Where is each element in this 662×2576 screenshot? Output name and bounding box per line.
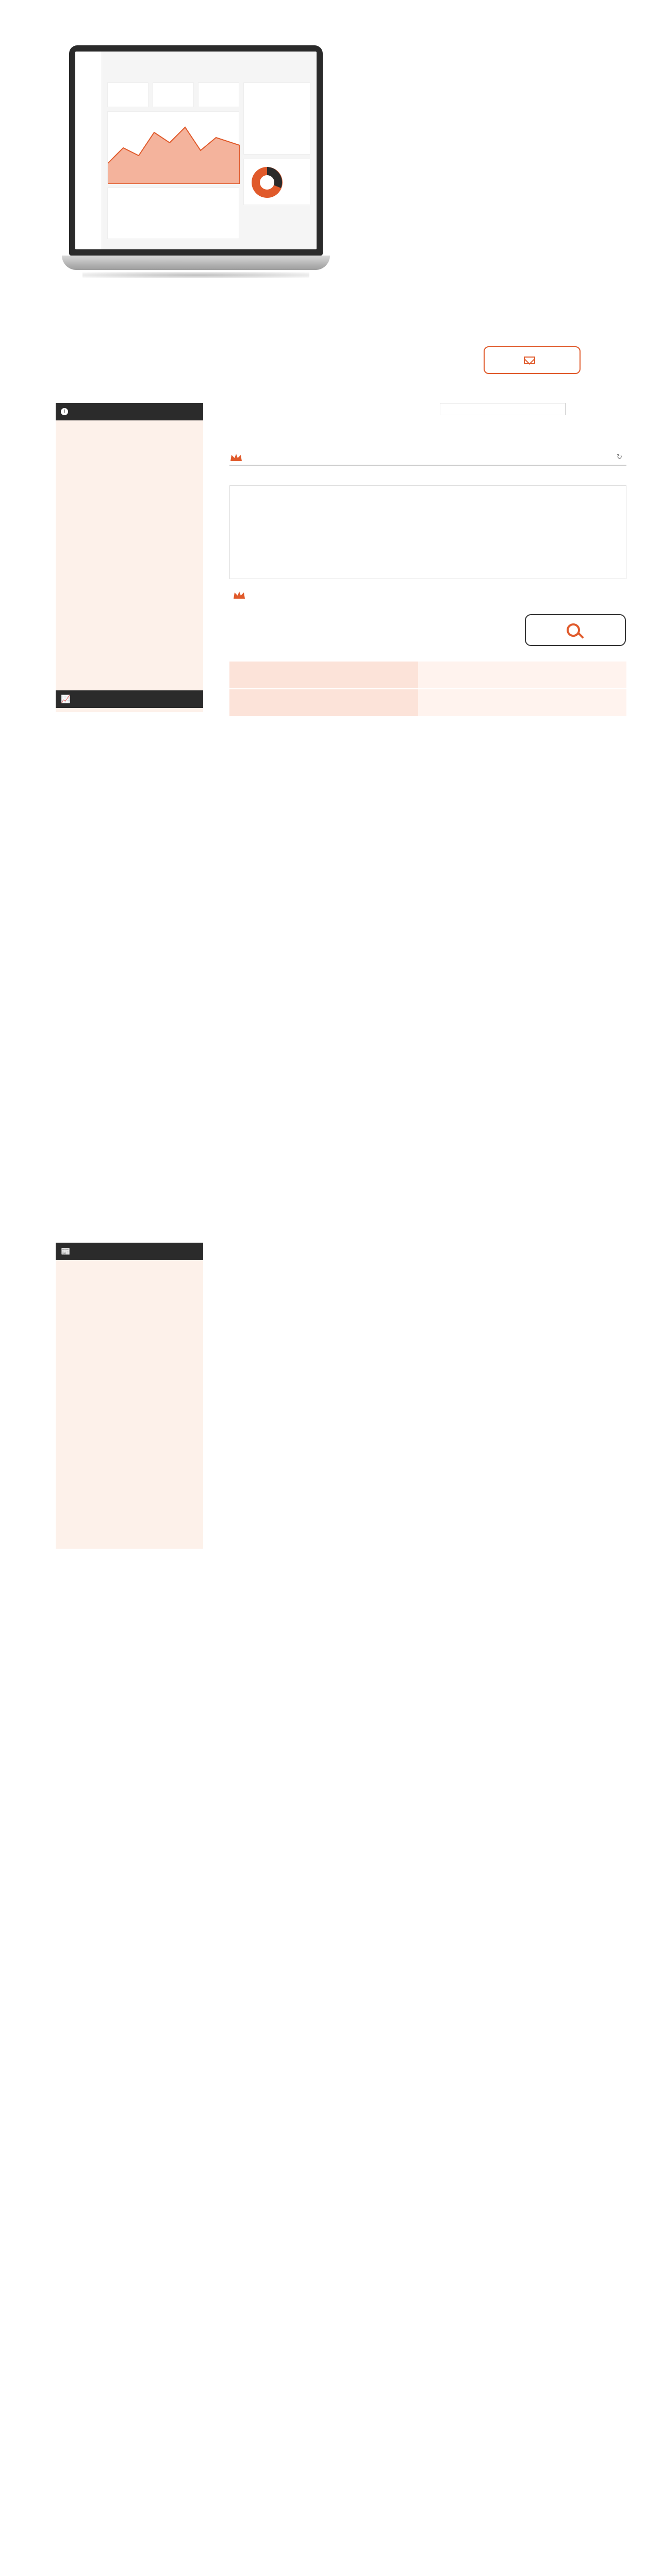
search-icon (567, 623, 580, 637)
return-value (418, 689, 626, 716)
charts-box (56, 690, 203, 712)
score-value (418, 662, 626, 688)
hero-laptop-image (62, 45, 330, 287)
info-icon: i (61, 408, 68, 415)
pair-select[interactable] (440, 403, 566, 415)
laptop-sidebar (75, 52, 102, 249)
score-label (229, 662, 418, 688)
laptop-base (62, 256, 330, 270)
mail-icon (524, 357, 535, 364)
charts-header (56, 690, 203, 708)
notice-box (56, 403, 203, 690)
news-header (56, 1243, 203, 1260)
back-link[interactable] (617, 453, 622, 461)
crown-icon (233, 590, 246, 600)
no1-return-row (229, 689, 626, 716)
crown-icon (229, 453, 243, 462)
pair-filter (436, 403, 566, 415)
ranking-title-bar (229, 450, 626, 466)
notice-header (56, 403, 203, 420)
notice-body (56, 420, 203, 690)
laptop-screen (69, 45, 323, 256)
no1-chart (229, 485, 626, 579)
return-label (229, 689, 418, 716)
no1-rank-label (229, 590, 249, 600)
news-icon: 📰 (61, 1247, 71, 1256)
contact-button[interactable] (484, 346, 581, 374)
news-box (56, 1243, 203, 1549)
news-more-link[interactable] (62, 1260, 197, 1268)
chart-icon: 📈 (61, 694, 71, 704)
back-icon: ↻ (617, 453, 622, 461)
no1-score-row (229, 662, 626, 688)
no1-detail-button[interactable] (525, 614, 626, 646)
